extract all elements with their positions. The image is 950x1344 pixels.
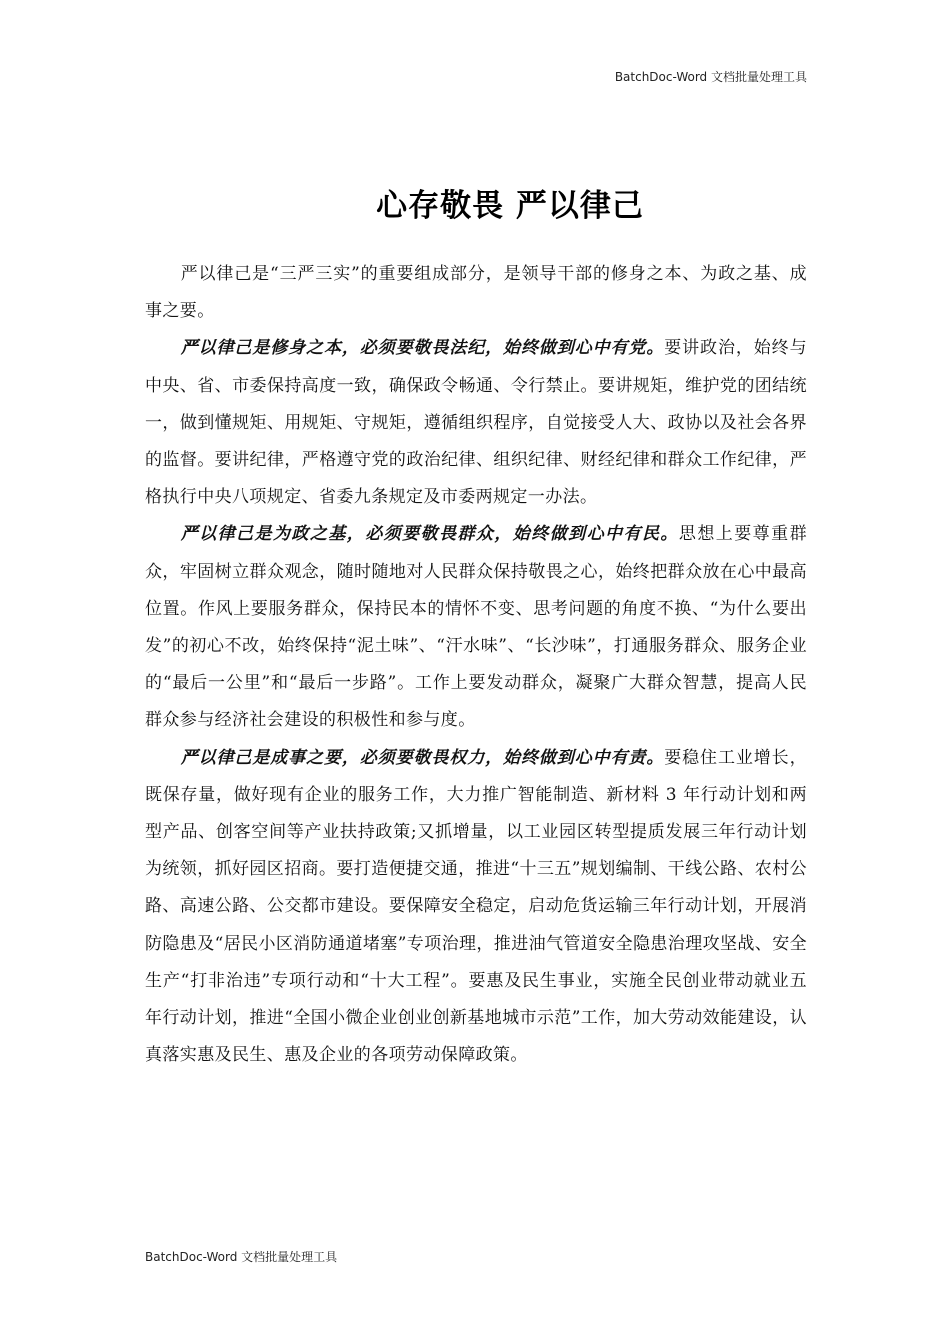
paragraph-accomplishment (145, 740, 807, 1075)
paragraph-text: 要稳住工业增长，既保存量，做好现有企业的服务工作，大力推广智能制造、新材料 3 年行动计划和两型产品、创客空间等产业扶持政策;又抓增量，以工业园区转型提质发展三年行动计划为统领，抓好园区招商。要打造便捷交通，推进“十三五”规划编制、干线公路、农村公路、高速公路、公交都市建设。要保障安全稳定，启动危货运输三年行动计划，开展消防隐患及“居民小区消防通道堵塞”专项治理，推进油气管道安全隐患治理攻坚战、安全生产“打非治违”专项行动和“十大工程”。要惠及民生事业，实施全民创业带动就业五年行动计划，推进“全国小微企业创业创新基地城市示范”工作，加大劳动效能建设，认真落实惠及民生、惠及企业的各项劳动保障政策。 (145, 747, 807, 1066)
paragraph-intro (145, 256, 807, 330)
document-title: 心存敬畏 严以律己 (376, 188, 644, 224)
paragraph-self-cultivation (145, 330, 807, 516)
page-header: BatchDoc-Word 文档批量处理工具 (614, 70, 807, 84)
page-footer: BatchDoc-Word 文档批量处理工具 (145, 1250, 338, 1264)
paragraph-lead: 严以律己是修身之本，必须要敬畏法纪，始终做到心中有党。 (180, 338, 665, 359)
document-body (145, 256, 807, 1074)
paragraph-intro-text: 严以律己是“三严三实”的重要组成部分，是领导干部的修身之本、为政之基、成事之要。 (145, 264, 807, 322)
paragraph-lead: 严以律己是成事之要，必须要敬畏权力，始终做到心中有责。 (180, 747, 665, 768)
paragraph-text: 思想上要尊重群众，牢固树立群众观念，随时随地对人民群众保持敬畏之心，始终把群众放在心中最高位置。作风上要服务群众，保持民本的情怀不变、思考问题的角度不换、“为什么要出发”的初心不改，始终保持“泥土味”、“汗水味”、“长沙味”，打通服务群众、服务企业的“最后一公里”和“最后一步路”。工作上要发动群众，凝聚广大群众智慧，提高人民群众参与经济社会建设的积极性和参与度。 (145, 524, 807, 731)
paragraph-lead: 严以律己是为政之基，必须要敬畏群众，始终做到心中有民。 (180, 524, 679, 545)
paragraph-governance (145, 516, 807, 739)
paragraph-text: 要讲政治，始终与中央、省、市委保持高度一致，确保政令畅通、令行禁止。要讲规矩，维护党的团结统一，做到懂规矩、用规矩、守规矩，遵循组织程序，自觉接受人大、政协以及社会各界的监督。要讲纪律，严格遵守党的政治纪律、组织纪律、财经纪律和群众工作纪律，严格执行中央八项规定、省委九条规定及市委两规定一办法。 (145, 338, 807, 508)
